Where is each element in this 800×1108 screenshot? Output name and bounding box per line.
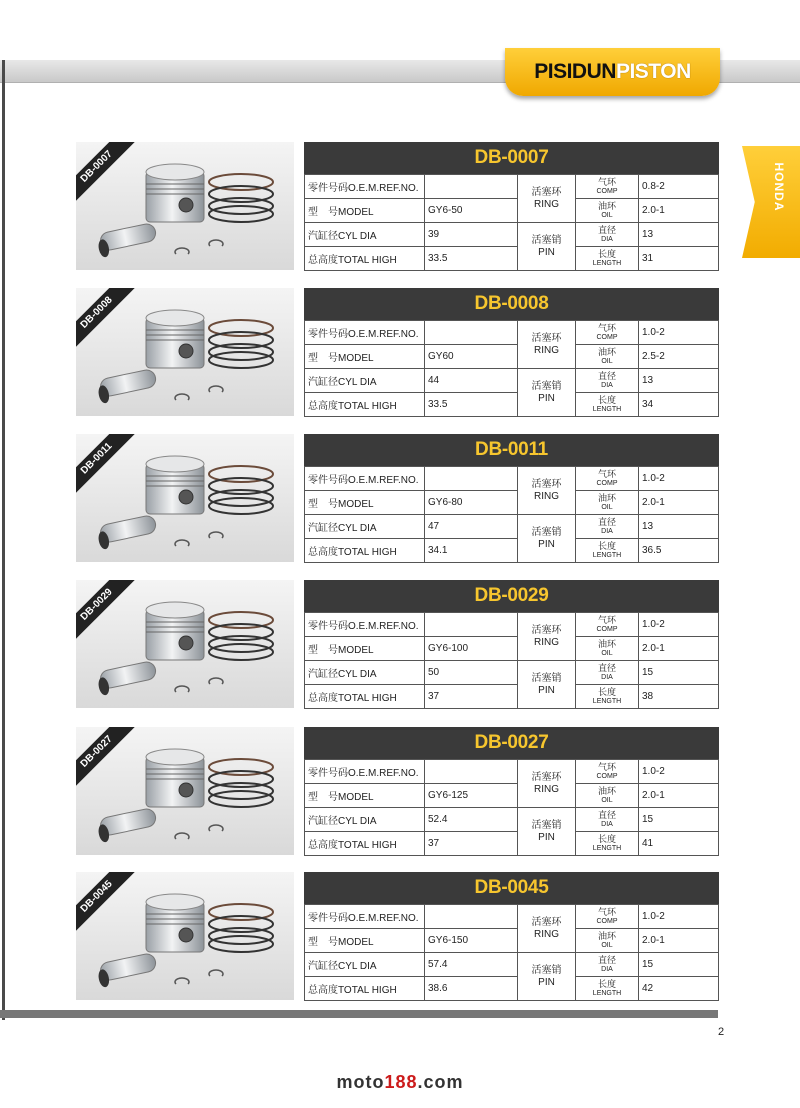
length-label: [576, 832, 639, 856]
total-value: 33.5: [425, 247, 518, 271]
dia-cn: 直径: [597, 662, 616, 673]
table-row: [305, 832, 719, 856]
oil-en: OIL: [601, 357, 613, 365]
product-code-tag: DB-0011: [76, 434, 135, 497]
oil-label: [576, 491, 639, 515]
oil-label: [576, 199, 639, 223]
table-row: [305, 393, 719, 417]
length-cn: 长度: [597, 833, 616, 844]
pin-label: 活塞销 PIN: [518, 953, 576, 1001]
comp-value: 1.0-2: [639, 321, 719, 345]
table-row: [305, 977, 719, 1001]
comp-cn: 气环: [597, 468, 616, 479]
cyl-label: 汽缸径CYL DIA: [305, 223, 425, 247]
ring-label: 活塞环 RING: [518, 175, 576, 223]
table-row: [305, 345, 719, 369]
table-row: [305, 491, 719, 515]
length-en: LENGTH: [592, 697, 622, 705]
dia-label: [576, 223, 639, 247]
oil-en: OIL: [601, 649, 613, 657]
comp-en: COMP: [596, 187, 618, 195]
product-card: [76, 288, 719, 416]
dia-en: DIA: [601, 527, 613, 535]
oem-label: 零件号码O.E.M.REF.NO.: [305, 613, 425, 637]
length-value: 38: [639, 685, 719, 709]
oil-value: 2.0-1: [639, 929, 719, 953]
comp-value: 1.0-2: [639, 613, 719, 637]
length-cn: 长度: [597, 978, 616, 989]
ring-label: 活塞环 RING: [518, 760, 576, 808]
oem-label: 零件号码O.E.M.REF.NO.: [305, 321, 425, 345]
model-label: 型 号MODEL: [305, 491, 425, 515]
total-label: 总高度TOTAL HIGH: [305, 832, 425, 856]
table-row: [305, 953, 719, 977]
length-label: [576, 539, 639, 563]
spec-table: [304, 759, 719, 856]
comp-value: 1.0-2: [639, 467, 719, 491]
ring-label: 活塞环 RING: [518, 613, 576, 661]
oem-value: [425, 321, 518, 345]
product-photo: [76, 580, 294, 708]
table-row: [305, 321, 719, 345]
model-value: GY6-50: [425, 199, 518, 223]
product-photo: [76, 872, 294, 1000]
cyl-value: 44: [425, 369, 518, 393]
site-part1: moto: [336, 1072, 385, 1092]
footer-bar: [0, 1010, 718, 1018]
page-number: 2: [718, 1026, 725, 1038]
total-value: 37: [425, 685, 518, 709]
cyl-label: 汽缸径CYL DIA: [305, 953, 425, 977]
comp-value: 1.0-2: [639, 760, 719, 784]
length-value: 36.5: [639, 539, 719, 563]
length-label: [576, 393, 639, 417]
table-row: [305, 784, 719, 808]
oil-en: OIL: [601, 503, 613, 511]
length-cn: 长度: [597, 540, 616, 551]
comp-en: COMP: [596, 917, 618, 925]
pin-label: 活塞销 PIN: [518, 515, 576, 563]
pin-label: 活塞销 PIN: [518, 369, 576, 417]
model-value: GY6-80: [425, 491, 518, 515]
total-label: 总高度TOTAL HIGH: [305, 685, 425, 709]
product-title: DB-0027: [304, 727, 719, 759]
model-label: 型 号MODEL: [305, 784, 425, 808]
table-row: [305, 175, 719, 199]
cyl-label: 汽缸径CYL DIA: [305, 808, 425, 832]
length-value: 42: [639, 977, 719, 1001]
table-row: [305, 760, 719, 784]
comp-label: [576, 321, 639, 345]
model-label: 型 号MODEL: [305, 637, 425, 661]
length-en: LENGTH: [592, 259, 622, 267]
dia-en: DIA: [601, 673, 613, 681]
product-title: DB-0007: [304, 142, 719, 174]
brand-text: [505, 60, 720, 84]
comp-en: COMP: [596, 772, 618, 780]
product-code-tag: DB-0007: [76, 142, 135, 205]
model-value: GY6-100: [425, 637, 518, 661]
pin-label: 活塞销 PIN: [518, 808, 576, 856]
oil-label: [576, 929, 639, 953]
spec-panel: [304, 142, 719, 270]
oem-label: 零件号码O.E.M.REF.NO.: [305, 467, 425, 491]
dia-cn: 直径: [597, 516, 616, 527]
comp-cn: 气环: [597, 614, 616, 625]
table-row: [305, 929, 719, 953]
cyl-value: 50: [425, 661, 518, 685]
comp-cn: 气环: [597, 176, 616, 187]
table-row: [305, 637, 719, 661]
product-title: DB-0008: [304, 288, 719, 320]
oil-label: [576, 784, 639, 808]
brand-part1: PISIDUN: [534, 60, 616, 83]
total-label: 总高度TOTAL HIGH: [305, 393, 425, 417]
total-value: 34.1: [425, 539, 518, 563]
model-label: 型 号MODEL: [305, 345, 425, 369]
comp-label: [576, 760, 639, 784]
total-label: 总高度TOTAL HIGH: [305, 539, 425, 563]
dia-label: [576, 953, 639, 977]
product-code-tag: DB-0027: [76, 727, 135, 790]
spec-table: [304, 466, 719, 563]
ring-label: 活塞环 RING: [518, 905, 576, 953]
brand-logo: [505, 48, 720, 96]
ring-label: 活塞环 RING: [518, 321, 576, 369]
table-row: [305, 808, 719, 832]
product-card: [76, 580, 719, 708]
length-en: LENGTH: [592, 405, 622, 413]
oem-value: [425, 175, 518, 199]
length-label: [576, 685, 639, 709]
length-en: LENGTH: [592, 989, 622, 997]
oil-en: OIL: [601, 796, 613, 804]
dia-en: DIA: [601, 965, 613, 973]
brand-part2: PISTON: [615, 60, 691, 83]
table-row: [305, 905, 719, 929]
table-row: [305, 223, 719, 247]
table-row: [305, 467, 719, 491]
oil-value: 2.0-1: [639, 199, 719, 223]
spec-table: [304, 320, 719, 417]
total-label: 总高度TOTAL HIGH: [305, 247, 425, 271]
product-title: DB-0045: [304, 872, 719, 904]
dia-cn: 直径: [597, 224, 616, 235]
spec-panel: [304, 727, 719, 855]
spec-table: [304, 174, 719, 271]
side-tab-label: HONDA: [772, 162, 786, 212]
cyl-value: 52.4: [425, 808, 518, 832]
cyl-value: 57.4: [425, 953, 518, 977]
product-photo: [76, 727, 294, 855]
dia-en: DIA: [601, 235, 613, 243]
pin-label: 活塞销 PIN: [518, 661, 576, 709]
oil-cn: 油环: [597, 492, 616, 503]
oil-value: 2.0-1: [639, 637, 719, 661]
oem-value: [425, 905, 518, 929]
side-tab: [742, 146, 800, 258]
table-row: [305, 613, 719, 637]
product-code-tag: DB-0045: [76, 872, 135, 935]
oil-en: OIL: [601, 211, 613, 219]
spec-table: [304, 904, 719, 1001]
dia-label: [576, 515, 639, 539]
spec-panel: [304, 434, 719, 562]
comp-en: COMP: [596, 333, 618, 341]
oem-value: [425, 467, 518, 491]
dia-value: 15: [639, 953, 719, 977]
dia-value: 13: [639, 223, 719, 247]
cyl-label: 汽缸径CYL DIA: [305, 369, 425, 393]
comp-label: [576, 467, 639, 491]
oil-label: [576, 637, 639, 661]
dia-cn: 直径: [597, 809, 616, 820]
oil-value: 2.0-1: [639, 491, 719, 515]
left-edge-line: [2, 60, 5, 1020]
oil-en: OIL: [601, 941, 613, 949]
oem-label: 零件号码O.E.M.REF.NO.: [305, 175, 425, 199]
comp-value: 1.0-2: [639, 905, 719, 929]
product-card: [76, 434, 719, 562]
dia-en: DIA: [601, 820, 613, 828]
table-row: [305, 539, 719, 563]
comp-label: [576, 613, 639, 637]
dia-label: [576, 369, 639, 393]
oil-label: [576, 345, 639, 369]
oil-value: 2.0-1: [639, 784, 719, 808]
oem-value: [425, 760, 518, 784]
product-photo: [76, 142, 294, 270]
length-label: [576, 247, 639, 271]
table-row: [305, 661, 719, 685]
oil-cn: 油环: [597, 930, 616, 941]
dia-en: DIA: [601, 381, 613, 389]
oem-value: [425, 613, 518, 637]
length-label: [576, 977, 639, 1001]
spec-panel: [304, 872, 719, 1000]
oil-value: 2.5-2: [639, 345, 719, 369]
length-value: 34: [639, 393, 719, 417]
cyl-value: 39: [425, 223, 518, 247]
product-code-tag: DB-0008: [76, 288, 135, 351]
comp-cn: 气环: [597, 761, 616, 772]
product-title: DB-0011: [304, 434, 719, 466]
total-label: 总高度TOTAL HIGH: [305, 977, 425, 1001]
length-cn: 长度: [597, 248, 616, 259]
model-value: GY60: [425, 345, 518, 369]
product-card: [76, 727, 719, 855]
length-en: LENGTH: [592, 551, 622, 559]
length-cn: 长度: [597, 394, 616, 405]
table-row: [305, 515, 719, 539]
comp-en: COMP: [596, 625, 618, 633]
site-part2: 188: [384, 1072, 418, 1092]
length-en: LENGTH: [592, 844, 622, 852]
product-card: [76, 142, 719, 270]
oem-label: 零件号码O.E.M.REF.NO.: [305, 905, 425, 929]
length-value: 41: [639, 832, 719, 856]
table-row: [305, 199, 719, 223]
product-code-tag: DB-0029: [76, 580, 135, 643]
spec-panel: [304, 288, 719, 416]
product-photo: [76, 288, 294, 416]
dia-cn: 直径: [597, 370, 616, 381]
length-value: 31: [639, 247, 719, 271]
cyl-value: 47: [425, 515, 518, 539]
length-cn: 长度: [597, 686, 616, 697]
model-label: 型 号MODEL: [305, 929, 425, 953]
comp-en: COMP: [596, 479, 618, 487]
product-title: DB-0029: [304, 580, 719, 612]
cyl-label: 汽缸径CYL DIA: [305, 661, 425, 685]
oil-cn: 油环: [597, 638, 616, 649]
spec-table: [304, 612, 719, 709]
comp-cn: 气环: [597, 322, 616, 333]
table-row: [305, 369, 719, 393]
comp-label: [576, 175, 639, 199]
dia-value: 15: [639, 661, 719, 685]
product-card: [76, 872, 719, 1000]
oil-cn: 油环: [597, 200, 616, 211]
dia-value: 15: [639, 808, 719, 832]
spec-panel: [304, 580, 719, 708]
dia-cn: 直径: [597, 954, 616, 965]
total-value: 33.5: [425, 393, 518, 417]
dia-label: [576, 808, 639, 832]
ring-label: 活塞环 RING: [518, 467, 576, 515]
oem-label: 零件号码O.E.M.REF.NO.: [305, 760, 425, 784]
comp-cn: 气环: [597, 906, 616, 917]
oil-cn: 油环: [597, 346, 616, 357]
model-value: GY6-150: [425, 929, 518, 953]
dia-label: [576, 661, 639, 685]
total-value: 38.6: [425, 977, 518, 1001]
site-part3: .com: [417, 1072, 464, 1092]
dia-value: 13: [639, 515, 719, 539]
table-row: [305, 685, 719, 709]
product-photo: [76, 434, 294, 562]
table-row: [305, 247, 719, 271]
total-value: 37: [425, 832, 518, 856]
comp-label: [576, 905, 639, 929]
pin-label: 活塞销 PIN: [518, 223, 576, 271]
oil-cn: 油环: [597, 785, 616, 796]
site-url: [0, 1072, 800, 1093]
model-label: 型 号MODEL: [305, 199, 425, 223]
comp-value: 0.8-2: [639, 175, 719, 199]
dia-value: 13: [639, 369, 719, 393]
model-value: GY6-125: [425, 784, 518, 808]
cyl-label: 汽缸径CYL DIA: [305, 515, 425, 539]
